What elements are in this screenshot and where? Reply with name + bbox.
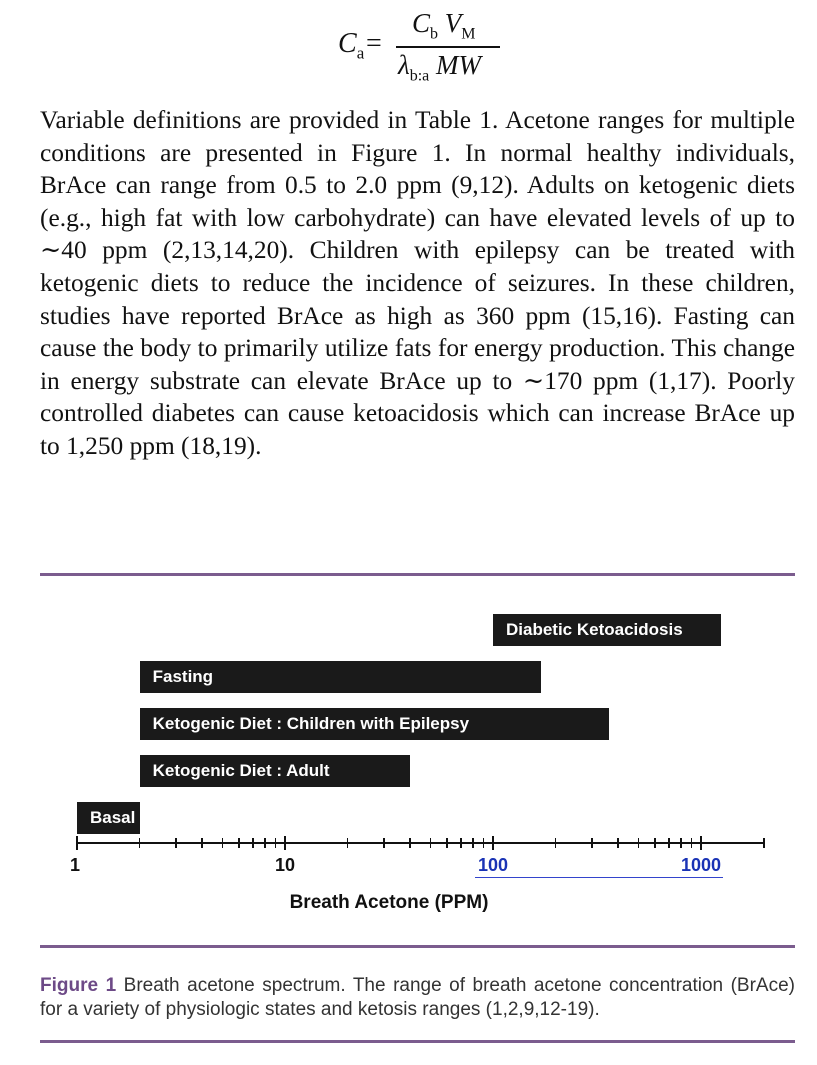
figure-caption-rule (40, 945, 795, 948)
minor-tick (638, 838, 640, 848)
figure-caption (40, 974, 795, 1021)
fraction-bar (396, 46, 500, 48)
minor-tick (383, 838, 385, 848)
equation-equals: = (366, 28, 382, 59)
minor-tick (201, 838, 203, 848)
minor-tick (617, 838, 619, 848)
figure-bottom-rule (40, 1040, 795, 1043)
minor-tick (763, 838, 765, 848)
body-paragraph: Variable definitions are provided in Table 1. Acetone ranges for multiple conditions are presented in Figure 1. In normal healthy individuals, BrAce can range from 0.5 to 2.0 ppm (9,12). Adults on ketogenic diets (e.g., high fat with low carbohydrate) can have elevated levels of up to ∼40 ppm (2,13,14,20). Children with epilepsy can be treated with ketogenic diets to reduce the incidence of seizures. In these children, studies have reported BrAce as high as 360 ppm (15,16). Fasting can cause the body to primarily utilize fats for energy production. This change in energy substrate can elevate BrAce up to ∼170 ppm (1,17). Poorly controlled diabetes can cause ketoacidosis which can increase BrAce up to 1,250 ppm (18,19). (40, 106, 795, 460)
minor-tick (275, 838, 277, 848)
figure-caption-text: Breath acetone spectrum. The range of breath acetone concentration (BrAce) for a variety of physiologic states and ketosis ranges (1,2,9,12-19). (40, 975, 795, 1020)
range-bar-ketogenic-diet-adult: Ketogenic Diet : Adult (140, 755, 411, 787)
x-axis-line (77, 842, 764, 844)
tick-label-100[interactable]: 100 (477, 855, 509, 875)
minor-tick (222, 838, 224, 848)
minor-tick (430, 838, 432, 848)
range-bar-diabetic-ketoacidosis: Diabetic Ketoacidosis (493, 614, 721, 646)
range-bar-fasting: Fasting (140, 661, 541, 693)
minor-tick (460, 838, 462, 848)
minor-tick (446, 838, 448, 848)
minor-tick (409, 838, 411, 848)
tick-label-10: 10 (274, 855, 296, 875)
figure-top-rule (40, 573, 795, 576)
minor-tick (252, 838, 254, 848)
range-bar-ketogenic-diet-children-with-epilepsy: Ketogenic Diet : Children with Epilepsy (140, 708, 609, 740)
minor-tick (591, 838, 593, 848)
equation-numerator: $C_b$ $V_M$ (412, 8, 476, 43)
major-tick (492, 836, 494, 850)
figure-caption-label: Figure 1 (40, 975, 117, 996)
equation-lhs: $C_a$ (338, 28, 365, 63)
minor-tick (668, 838, 670, 848)
major-tick (700, 836, 702, 850)
axis-end-tick (763, 838, 765, 848)
tick-label-1000[interactable]: 1000 (680, 855, 722, 875)
range-bar-basal: Basal (77, 802, 140, 834)
tick-link-underline (475, 877, 723, 878)
equation-denominator: $\lambda_{b:a}$ MW (398, 50, 481, 85)
minor-tick (555, 838, 557, 848)
minor-tick (472, 838, 474, 848)
minor-tick (654, 838, 656, 848)
minor-tick (680, 838, 682, 848)
x-axis-title: Breath Acetone (PPM) (289, 892, 489, 913)
minor-tick (175, 838, 177, 848)
minor-tick (238, 838, 240, 848)
minor-tick (264, 838, 266, 848)
minor-tick (483, 838, 485, 848)
major-tick (284, 836, 286, 850)
equation (0, 10, 817, 90)
minor-tick (139, 838, 141, 848)
major-tick (76, 836, 78, 850)
minor-tick (691, 838, 693, 848)
tick-label-1: 1 (69, 855, 81, 875)
minor-tick (347, 838, 349, 848)
